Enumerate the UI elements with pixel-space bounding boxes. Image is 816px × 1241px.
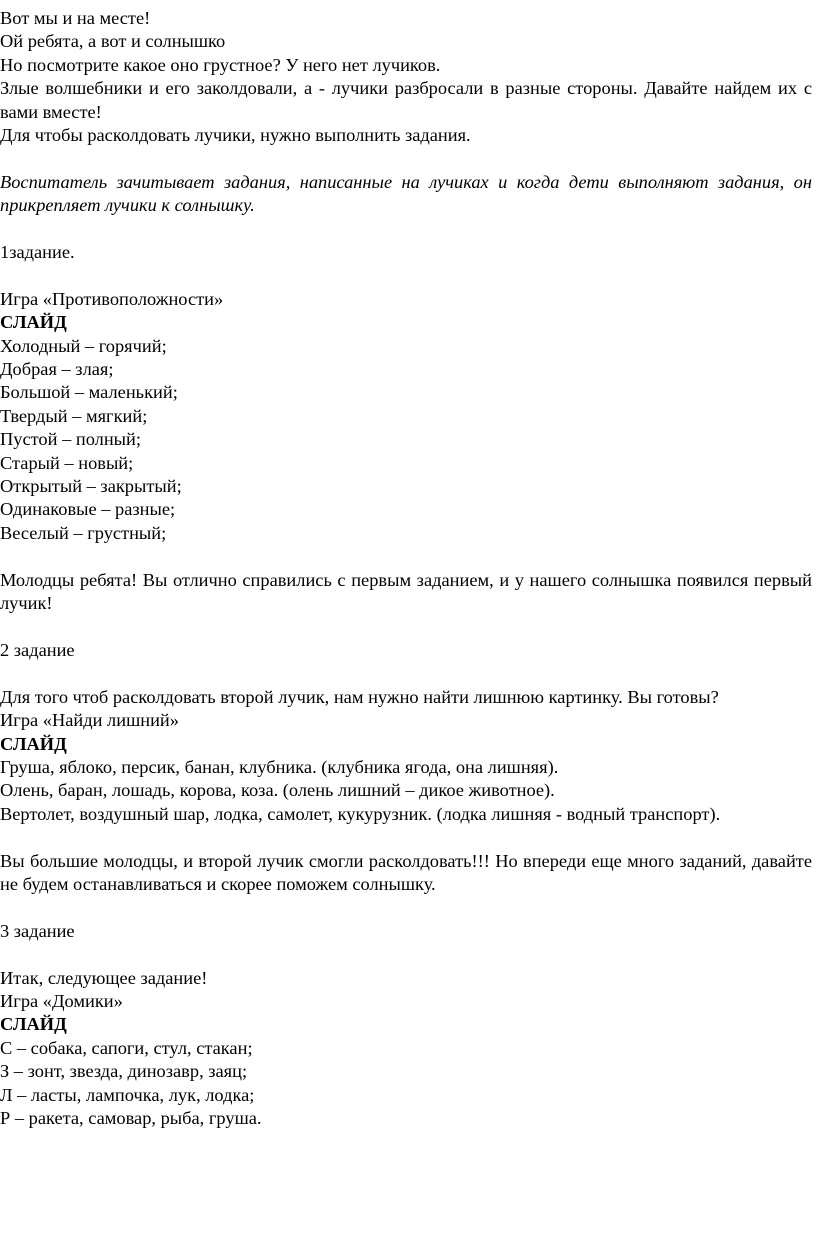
task1-heading: 1задание. (0, 242, 75, 263)
task1-item: Открытый – закрытый; (0, 476, 182, 497)
intro-line-2: Ой ребята, а вот и солнышко (0, 31, 226, 52)
task3-item: Л – ласты, лампочка, лук, лодка; (0, 1084, 255, 1105)
spacer (0, 943, 812, 966)
task3-intro: Итак, следующее задание! (0, 967, 208, 988)
teacher-note: Воспитатель зачитывает задания, написанные на лучиках и когда дети выполняют задания, он прикрепляет лучики к солнышку. (0, 171, 812, 216)
task1-item: Одинаковые – разные; (0, 499, 176, 520)
spacer (0, 218, 812, 241)
task3-heading: 3 задание (0, 920, 75, 941)
spacer (0, 264, 812, 287)
task1-item: Веселый – грустный; (0, 522, 167, 543)
task2-item: Вертолет, воздушный шар, лодка, самолет, кукурузник. (лодка лишняя - водный транспорт). (0, 803, 721, 824)
task1-item: Старый – новый; (0, 452, 134, 473)
task1-item: Твердый – мягкий; (0, 405, 148, 426)
spacer (0, 545, 812, 568)
task2-slide-label: СЛАЙД (0, 733, 67, 754)
document-page (0, 7, 816, 1130)
task2-intro: Для того чтоб расколдовать второй лучик, нам нужно найти лишнюю картинку. Вы готовы? (0, 686, 719, 707)
task1-item: Пустой – полный; (0, 429, 141, 450)
task2-praise: Вы большие молодцы, и второй лучик смогли расколдовать!!! Но впереди еще много заданий, давайте не будем останавливаться и скорее поможем солнышку. (0, 850, 812, 894)
task1-item: Большой – маленький; (0, 382, 178, 403)
intro-paragraph: Злые волшебники и его заколдовали, а - лучики разбросали в разные стороны. Давайте найдем их с вами вместе! (0, 78, 812, 122)
task1-item: Добрая – злая; (0, 359, 114, 380)
task3-item: С – собака, сапоги, стул, стакан; (0, 1037, 253, 1058)
task3-slide-label: СЛАЙД (0, 1014, 67, 1035)
task2-item: Олень, баран, лошадь, корова, коза. (олень лишний – дикое животное). (0, 780, 555, 801)
intro-line-3: Но посмотрите какое оно грустное? У него нет лучиков. (0, 54, 441, 75)
task3-item: Р – ракета, самовар, рыба, груша. (0, 1107, 262, 1128)
spacer (0, 662, 812, 685)
task3-item: З – зонт, звезда, динозавр, заяц; (0, 1061, 248, 1082)
task2-item: Груша, яблоко, персик, банан, клубника. (клубника ягода, она лишняя). (0, 756, 559, 777)
task2-game-title: Игра «Найди лишний» (0, 710, 179, 731)
task1-slide-label: СЛАЙД (0, 312, 67, 333)
task2-heading: 2 задание (0, 639, 75, 660)
spacer (0, 826, 812, 849)
intro-line-1: Вот мы и на месте! (0, 8, 151, 28)
task1-item: Холодный – горячий; (0, 335, 167, 356)
task3-game-title: Игра «Домики» (0, 990, 123, 1011)
intro-line-4: Для чтобы расколдовать лучики, нужно выполнить задания. (0, 125, 471, 146)
spacer (0, 896, 812, 919)
spacer (0, 616, 812, 639)
task1-praise: Молодцы ребята! Вы отлично справились с первым заданием, и у нашего солнышка появился первый лучик! (0, 569, 812, 614)
task1-game-title: Игра «Противоположности» (0, 288, 224, 309)
spacer (0, 147, 812, 170)
